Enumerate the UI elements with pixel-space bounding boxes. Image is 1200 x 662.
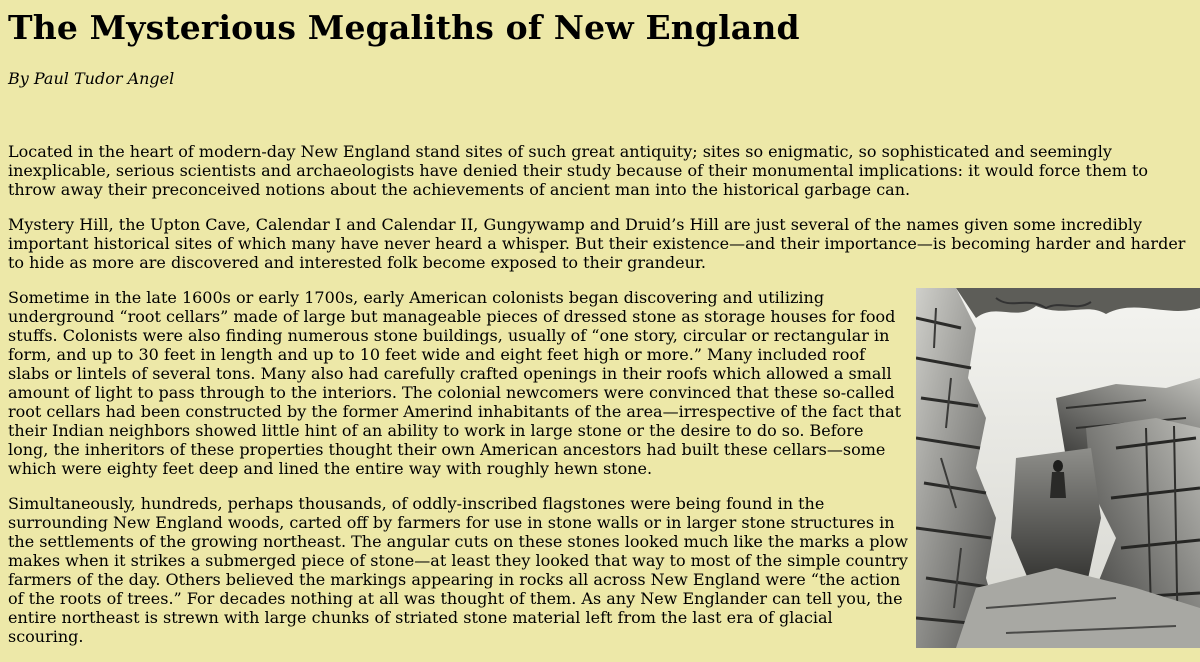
article-paragraph: Mystery Hill, the Upton Cave, Calendar I and Calendar II, Gungywamp and Druid’s Hill are just several of the names given some incredibly important historical sites of which many have never heard a whisper. But their existence—and their importance—is becoming harder and harder to hide as more are discovered and interested folk become exposed to their grandeur. [8, 215, 1186, 272]
article-title: The Mysterious Megaliths of New England [8, 8, 800, 47]
article-paragraph: Sometime in the late 1600s or early 1700s, early American colonists began discovering and utilizing underground “root cellars” made of large but manageable pieces of dressed stone as storage houses for food stuffs. Colonists were also finding numerous stone buildings, usually of “one story, circular or rectangular in form, and up to 30 feet in length and up to 10 feet wide and eight feet high or more.” Many included roof slabs or lintels of several tons. Many also had carefully crafted openings in their roofs which allowed a small amount of light to pass through to the interiors. The colonial newcomers were convinced that these so-called root cellars had been constructed by the former Amerind inhabitants of the area—irrespective of the fact that their Indian neighbors showed little hint of an ability to work in large stone or the desire to do so. Before long, the inheritors of these properties thought their own American ancestors had built these cellars—some which were eighty feet deep and lined the entire way with roughly hewn stone. [8, 288, 902, 478]
megalith-photo [916, 288, 1200, 648]
article-byline: By Paul Tudor Angel [8, 69, 175, 88]
article [8, 0, 1194, 662]
article-paragraph: Located in the heart of modern-day New England stand sites of such great antiquity; sites so enigmatic, so sophisticated and seemingly inexplicable, serious scientists and archaeologists have denied their study because of their monumental implications: it would force them to throw away their preconceived notions about the achievements of ancient man into the historical garbage can. [8, 142, 1149, 199]
article-body [8, 142, 1194, 646]
article-paragraph: Simultaneously, hundreds, perhaps thousands, of oddly-inscribed flagstones were being found in the surrounding New England woods, carted off by farmers for use in stone walls or in larger stone structures in the settlements of the growing northeast. The angular cuts on these stones looked much like the marks a plow makes when it strikes a submerged piece of stone—at least they looked that way to most of the simple country farmers of the day. Others believed the markings appearing in rocks all across New England were “the action of the roots of trees.” For decades nothing at all was thought of them. As any New Englander can tell you, the entire northeast is strewn with large chunks of striated stone material left from the last era of glacial scouring. [8, 494, 908, 646]
